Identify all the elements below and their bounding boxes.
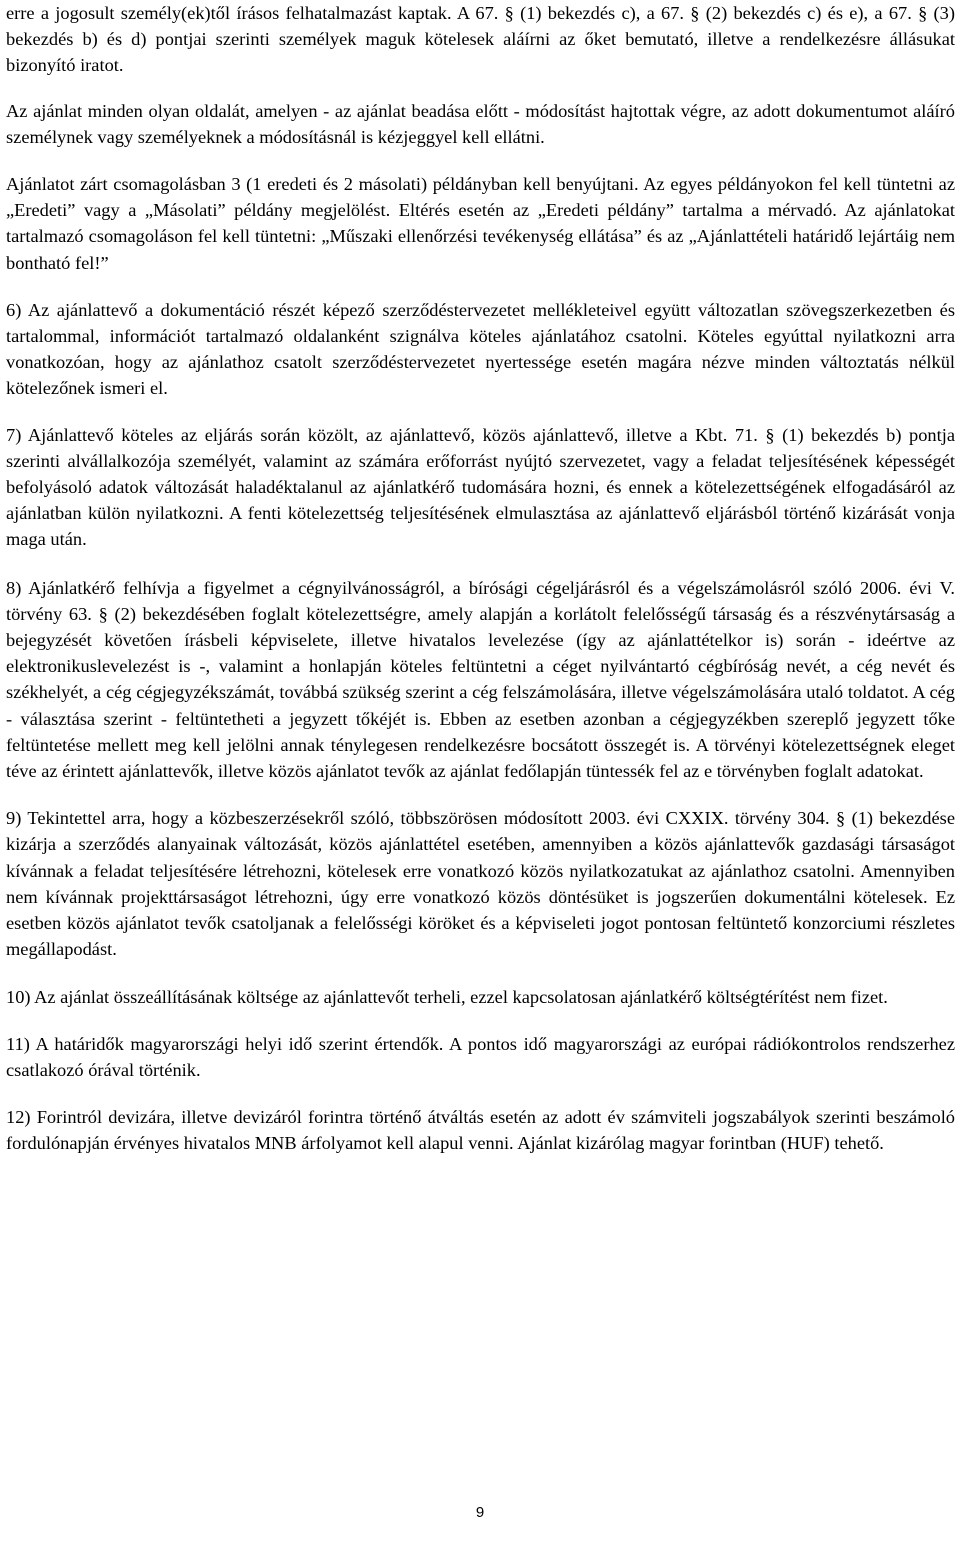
paragraph-item-10: 10) Az ajánlat összeállításának költsége az ajánlattevőt terheli, ezzel kapcsolatosan ajánlatkérő költségtérítést nem fizet. [6, 986, 888, 1007]
document-body [6, 0, 955, 1157]
paragraph-sealed-packaging: Ajánlatot zárt csomagolásban 3 (1 eredeti és 2 másolati) példányban kell benyújtani. Az egyes példányokon fel kell tüntetni az „Eredeti” vagy a „Másolati” példány megjelölést. Eltérés esetén az „Eredeti példány” tartalma a mérvadó. Az ajánlatokat tartalmazó csomagoláson fel kell tüntetni: „Műszaki ellenőrzési tevékenység ellátása” és az „Ajánlattételi határidő lejártáig nem bontható fel!” [6, 174, 955, 273]
page-number: 9 [475, 1504, 485, 1521]
paragraph-continuation: erre a jogosult személy(ek)től írásos felhatalmazást kaptak. A 67. § (1) bekezdés c), a 67. § (2) bekezdés c) és e), a 67. § (3) bekezdés b) és d) pontjai szerinti személyek maguk kötelesek aláírni az őket bemutató, illetve a rendelkezésre állásukat bizonyító iratot. [6, 3, 955, 76]
paragraph-item-9: 9) Tekintettel arra, hogy a közbeszerzésekről szóló, többszörösen módosított 2003. évi CXXIX. törvény 304. § (1) bekezdése kizárja a szerződés alanyainak változását, közös ajánlattétel esetében, amennyiben a közös ajánlattevők gazdasági társaságot kívánnak a feladat teljesítésére létrehozni, kötelesek erre vonatkozó közös nyilatkozatukat az ajánlathoz csatolni. Amennyiben nem kívánnak projekttársaságot létrehozni, úgy erre vonatkozó közös döntésüket is jogszerűen dokumentálni kötelesek. Ez esetben közös ajánlatot tevők csatoljanak a felelősségi köröket és a képviseleti jogot pontosan feltüntető konzorciumi részletes megállapodást. [6, 808, 955, 960]
paragraph-item-8: 8) Ajánlatkérő felhívja a figyelmet a cégnyilvánosságról, a bírósági cégeljárásról és a végelszámolásról szóló 2006. évi V. törvény 63. § (2) bekezdésében foglalt kötelezettségre, amely alapján a korlátolt felelősségű társaság és a részvénytársaság a bejegyzését követően írásbeli képviselete, illetve hivatalos levelezése (így az ajánlattételkor is) során - ideértve az elektronikuslevelezést is -, valamint a honlapján köteles feltüntetni a céget nyilvántartó cégbíróság nevét, a cég nevét és székhelyét, a cég cégjegyzékszámát, továbbá szükség szerint a cég felszámolására, illetve végelszámolására utaló toldatot. A cég - választása szerint - feltüntetheti a jegyzett tőkéjét is. Ebben az esetben azonban a cégjegyzékben szereplő jegyzett tőke feltüntetése mellett meg kell jelölni annak ténylegesen rendelkezésre bocsátott összegét is. A törvényi kötelezettségnek eleget téve az érintett ajánlattevők, illetve közös ajánlatot tevők az ajánlat fedőlapján tüntessék fel az e törvényben foglalt adatokat. [6, 577, 955, 782]
paragraph-modification-initials: Az ajánlat minden olyan oldalát, amelyen - az ajánlat beadása előtt - módosítást hajtottak végre, az adott dokumentumot aláíró személynek vagy személyeknek a módosításnál is kézjeggyel kell ellátni. [6, 100, 955, 147]
paragraph-item-11: 11) A határidők magyarországi helyi idő szerint értendők. A pontos idő magyarországi az európai rádiókontrolos rendszerhez csatlakozó órával történik. [6, 1033, 955, 1080]
paragraph-item-6: 6) Az ajánlattevő a dokumentáció részét képező szerződéstervezetet mellékleteivel együtt változatlan szövegszerkezetben és tartalommal, információt tartalmazó oldalanként szignálva köteles ajánlatához csatolni. Köteles egyúttal nyilatkozni arra vonatkozóan, hogy az ajánlathoz csatolt szerződéstervezetet nyertessége esetén magára nézve minden változtatás nélkül kötelezőnek ismeri el. [6, 299, 955, 399]
paragraph-item-12: 12) Forintról devizára, illetve devizáról forintra történő átváltás esetén az adott év számviteli jogszabályok szerinti beszámoló fordulónapján érvényes hivatalos MNB árfolyamot kell alapul venni. Ajánlat kizárólag magyar forintban (HUF) tehető. [6, 1107, 955, 1154]
paragraph-item-7: 7) Ajánlattevő köteles az eljárás során közölt, az ajánlattevő, közös ajánlattevő, illetve a Kbt. 71. § (1) bekezdés b) pontja szerinti alvállalkozója személyét, valamint az számára erőforrást nyújtó szervezetet, vagy a feladat teljesítésének képességét befolyásoló adatok változását haladéktalanul az ajánlatkérő tudomására hozni, és ennek a kötelezettségének elfogadásáról az ajánlatban külön nyilatkozni. A fenti kötelezettség teljesítésének elmulasztása az ajánlattevő eljárásból történő kizárását vonja maga után. [6, 424, 955, 550]
